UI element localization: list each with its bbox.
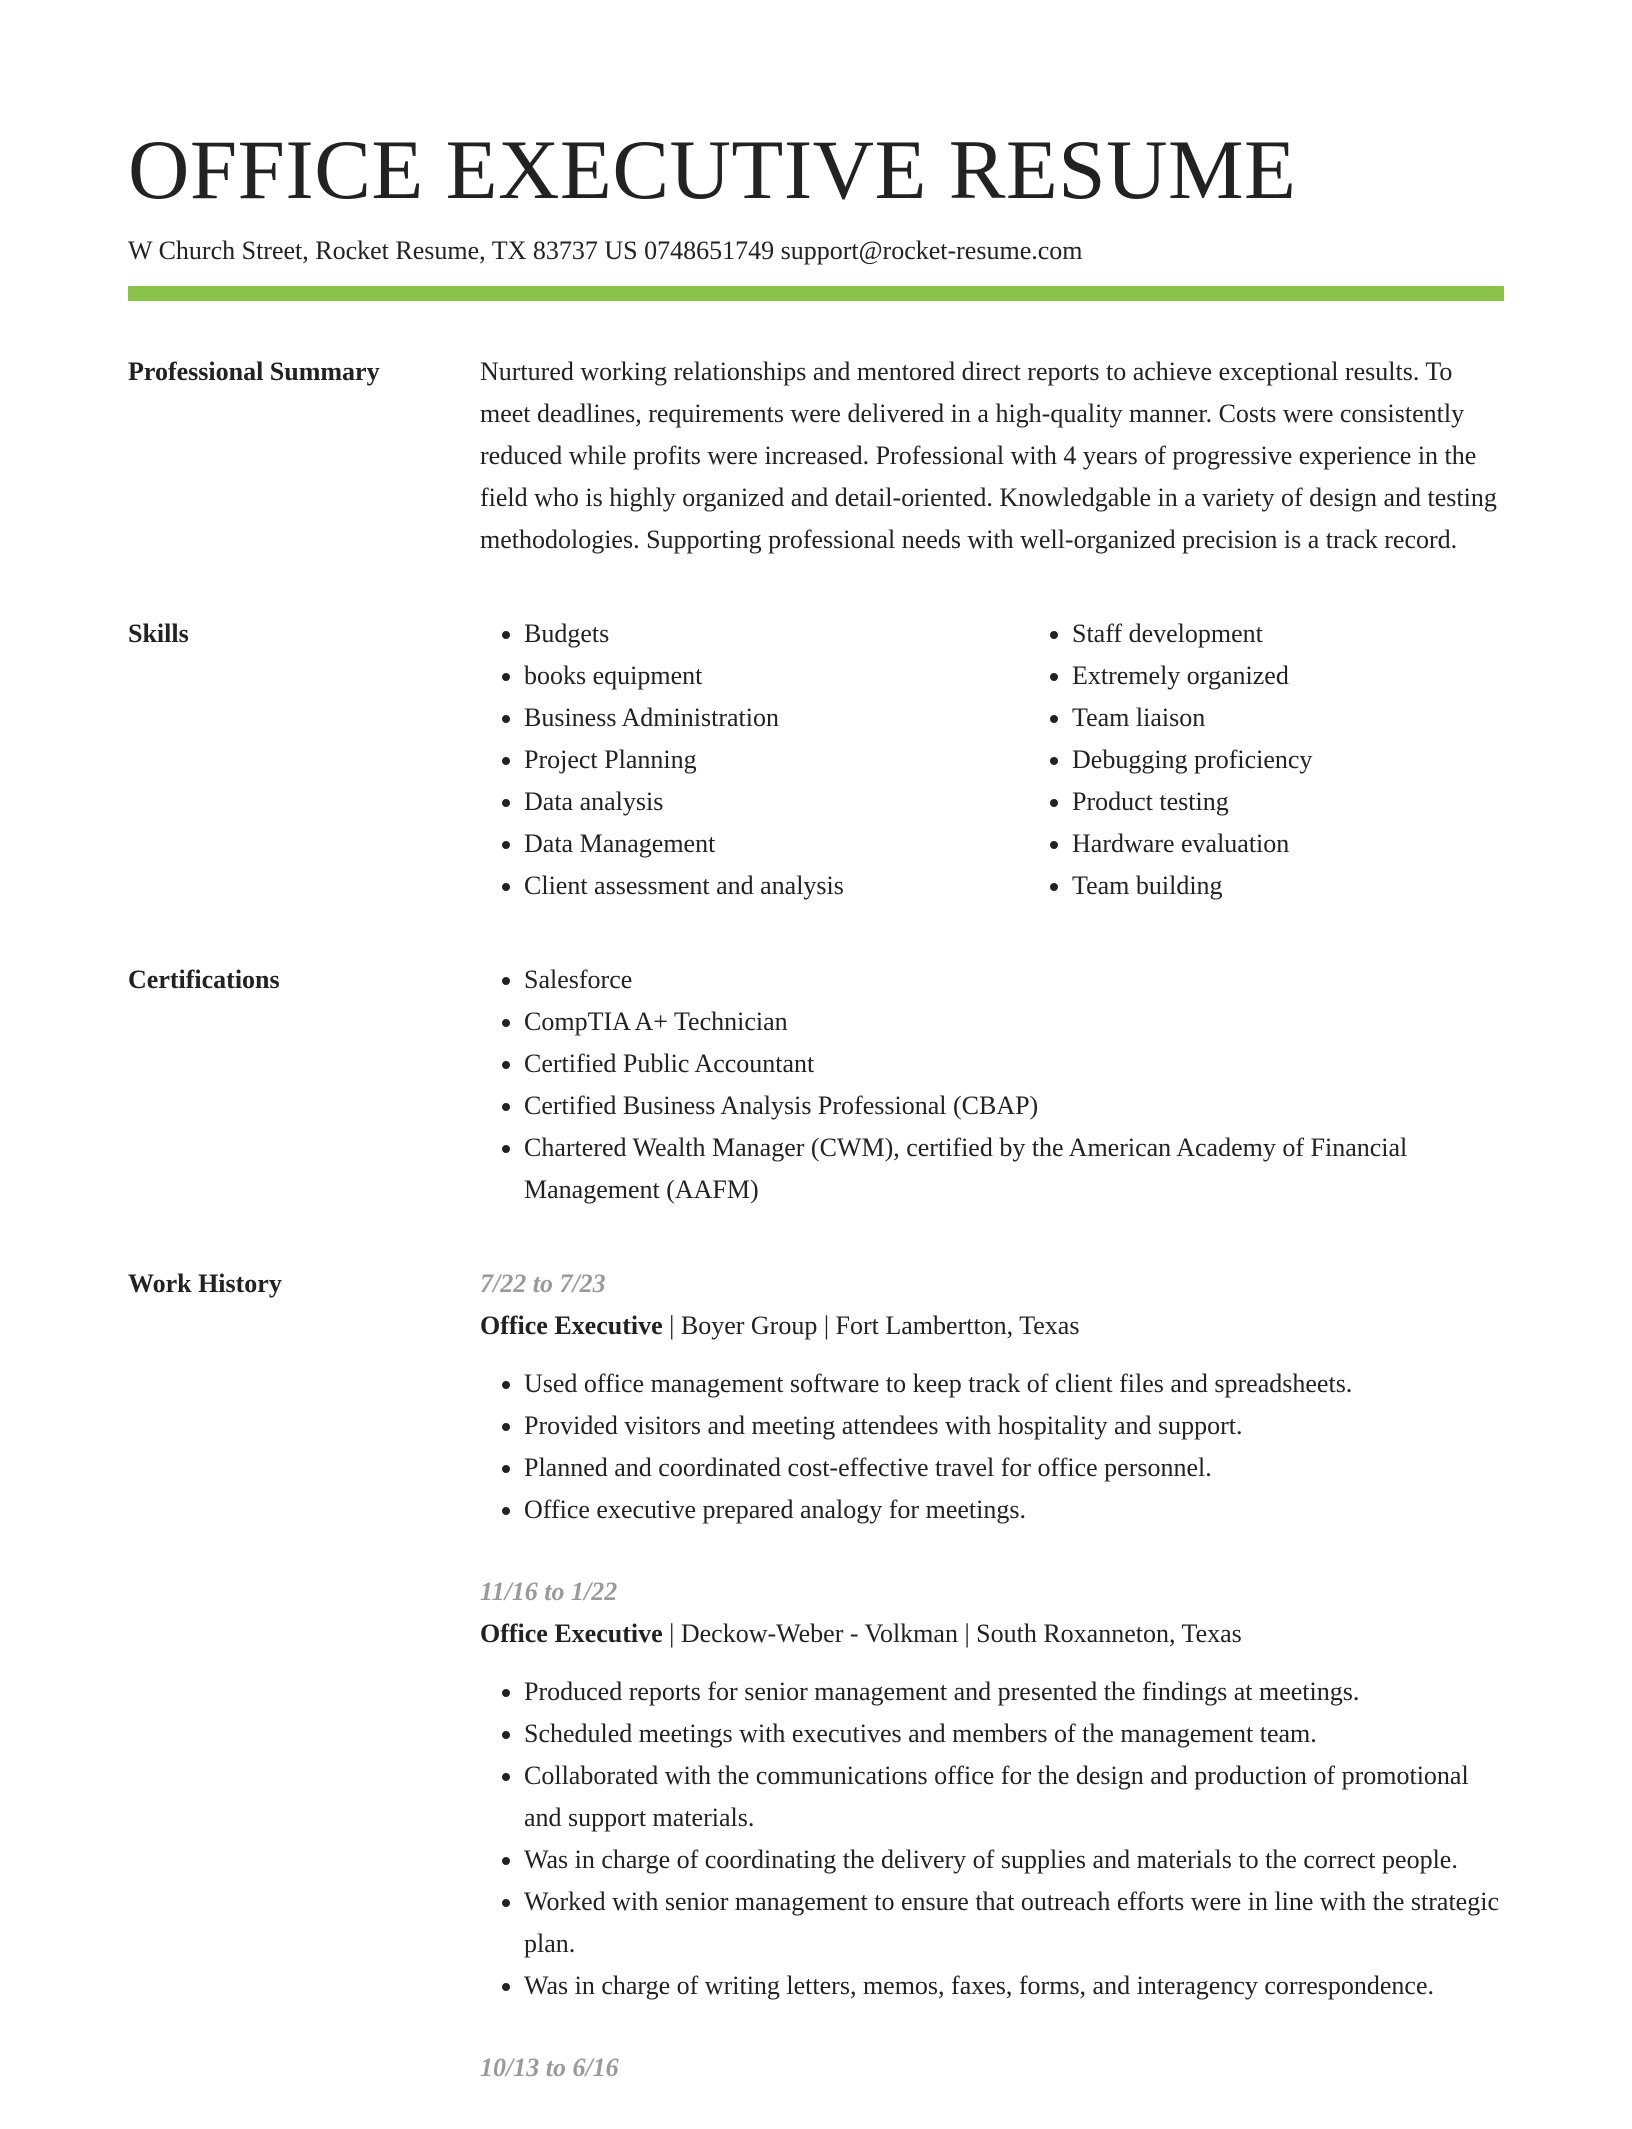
list-item: • Team building [1072, 865, 1312, 907]
list-item: • Worked with senior management to ensure that outreach efforts were in line with the strategic plan. [524, 1881, 1504, 1965]
list-item: • Collaborated with the communications office for the design and production of promotional and support materials. [524, 1755, 1504, 1839]
list-item: • Hardware evaluation [1072, 823, 1312, 865]
list-item: • Data analysis [524, 781, 1028, 823]
work-history-section [128, 1263, 1504, 2129]
list-item: • CompTIA A+ Technician [524, 1001, 1504, 1043]
list-item: • Business Administration [524, 697, 1028, 739]
list-item: • Client assessment and analysis [524, 865, 1028, 907]
job-heading [480, 1305, 1504, 1347]
section-label: Work History [128, 1269, 282, 1298]
list-item: • Was in charge of writing letters, memos, faxes, forms, and interagency correspondence. [524, 1965, 1504, 2007]
list-item: • Chartered Wealth Manager (CWM), certified by the American Academy of Financial Management (AAFM) [524, 1127, 1504, 1211]
skills-list-right [1028, 613, 1312, 907]
job-entry [480, 1263, 1504, 1531]
list-item: • Provided visitors and meeting attendees with hospitality and support. [524, 1405, 1504, 1447]
list-item: • Office executive prepared analogy for meetings. [524, 1489, 1504, 1531]
list-item: • Planned and coordinated cost-effective travel for office personnel. [524, 1447, 1504, 1489]
list-item: • Produced reports for senior management and presented the findings at meetings. [524, 1671, 1504, 1713]
job-entry [480, 1571, 1504, 2007]
job-company-location: | Boyer Group | Fort Lambertton, Texas [662, 1311, 1080, 1340]
job-heading [480, 1613, 1504, 1655]
list-item: • Team liaison [1072, 697, 1312, 739]
contact-line: W Church Street, Rocket Resume, TX 83737 US 0748651749 support@rocket-resume.com [128, 236, 1083, 265]
list-item: • Debugging proficiency [1072, 739, 1312, 781]
job-title: Office Executive [480, 1311, 663, 1340]
list-item: • Certified Business Analysis Professional (CBAP) [524, 1085, 1504, 1127]
section-label: Skills [128, 619, 189, 648]
list-item: • Extremely organized [1072, 655, 1312, 697]
job-company-location: | Deckow-Weber - Volkman | South Roxanneton, Texas [662, 1619, 1242, 1648]
jobs-list [480, 1263, 1504, 2129]
certifications-list [480, 959, 1504, 1211]
list-item: • Data Management [524, 823, 1028, 865]
resume-title: OFFICE EXECUTIVE RESUME [128, 123, 1297, 217]
job-dates: 11/16 to 1/22 [480, 1577, 618, 1606]
section-label: Certifications [128, 965, 280, 994]
list-item: • Staff development [1072, 613, 1312, 655]
job-entry [480, 2047, 1504, 2089]
list-item: • Was in charge of coordinating the delivery of supplies and materials to the correct people. [524, 1839, 1504, 1881]
resume-page [128, 0, 1504, 2129]
job-bullets [480, 1363, 1504, 1531]
job-bullets [480, 1671, 1504, 2007]
list-item: • Product testing [1072, 781, 1312, 823]
skills-list-left [480, 613, 1028, 907]
section-label: Professional Summary [128, 357, 380, 386]
list-item: • Certified Public Accountant [524, 1043, 1504, 1085]
job-dates: 10/13 to 6/16 [480, 2053, 619, 2082]
header-divider [128, 286, 1504, 301]
list-item: • Project Planning [524, 739, 1028, 781]
job-dates: 7/22 to 7/23 [480, 1269, 606, 1298]
job-title: Office Executive [480, 1619, 663, 1648]
skills-section [128, 613, 1504, 907]
certifications-section [128, 959, 1504, 1211]
summary-section [128, 351, 1504, 561]
list-item: • Budgets [524, 613, 1028, 655]
summary-text: Nurtured working relationships and mentored direct reports to achieve exceptional results. To meet deadlines, requirements were delivered in a high-quality manner. Costs were consistently reduced while profits were increased. Professional with 4 years of progressive experience in the field who is highly organized and detail-oriented. Knowledgable in a variety of design and testing methodologies. Supporting professional needs with well-organized precision is a track record. [480, 357, 1497, 554]
list-item: • books equipment [524, 655, 1028, 697]
list-item: • Scheduled meetings with executives and members of the management team. [524, 1713, 1504, 1755]
list-item: • Salesforce [524, 959, 1504, 1001]
list-item: • Used office management software to keep track of client files and spreadsheets. [524, 1363, 1504, 1405]
